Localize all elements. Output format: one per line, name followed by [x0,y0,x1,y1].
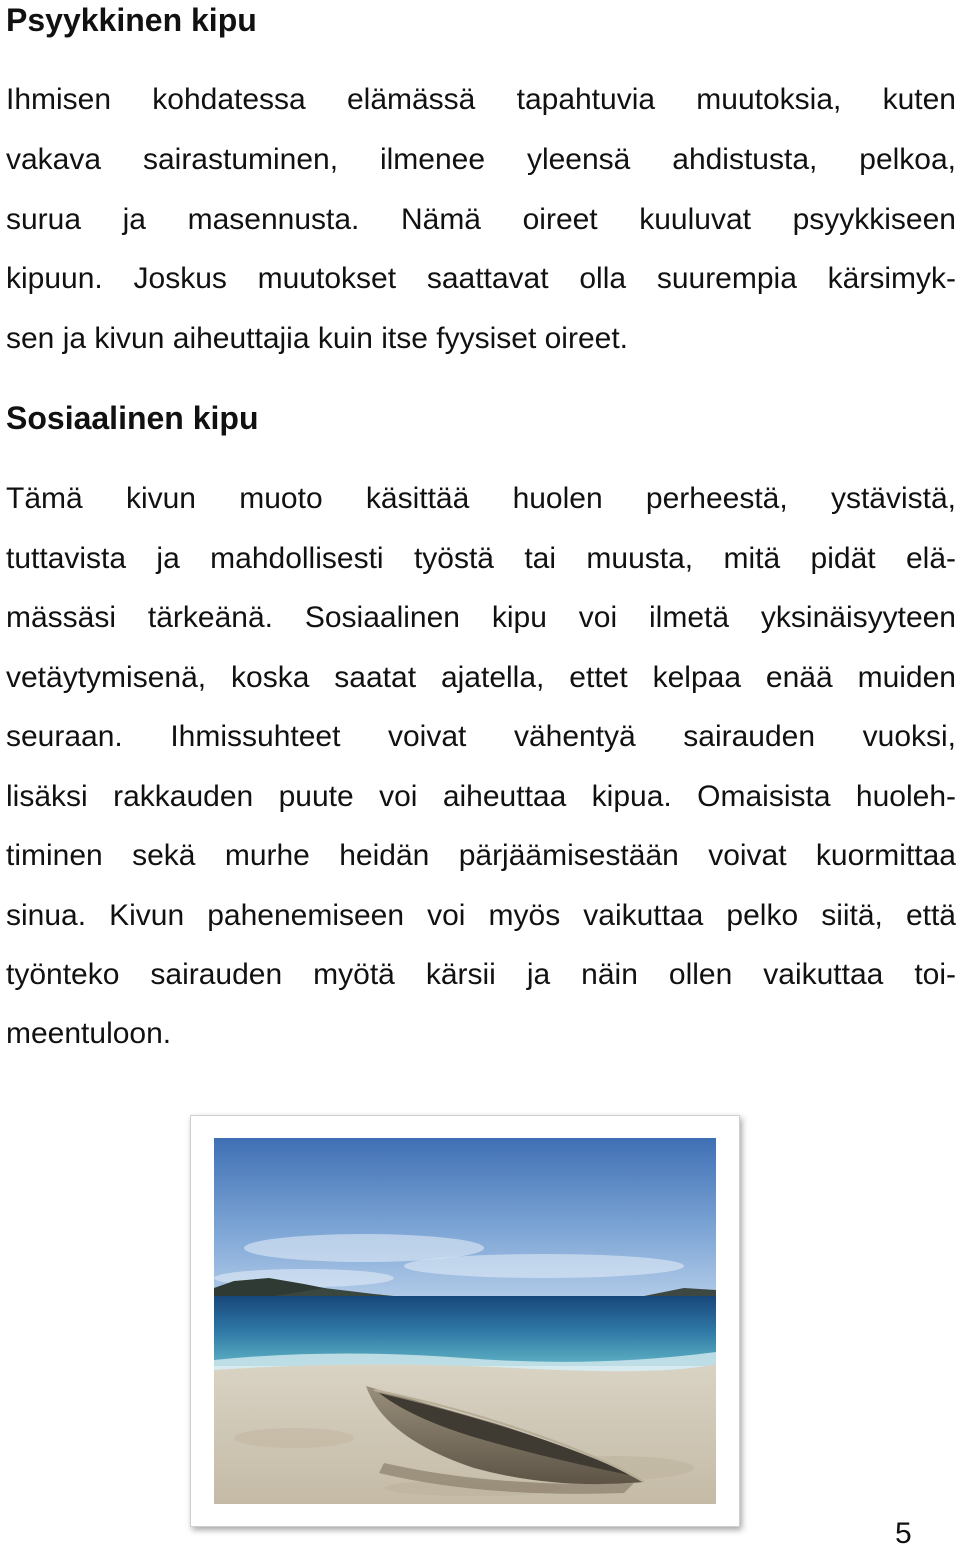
paragraph-line: surua ja masennusta. Nämä oireet kuuluvat psyykkiseen [6,203,956,236]
paragraph-line: tuttavista ja mahdollisesti työstä tai muusta, mitä pidät elä- [6,542,956,575]
paragraph-line: sinua. Kivun pahenemiseen voi myös vaikuttaa pelko siitä, että [6,899,956,932]
beach-photo [190,1115,740,1527]
paragraph-line: vakava sairastuminen, ilmenee yleensä ahdistusta, pelkoa, [6,143,956,176]
paragraph-line: lisäksi rakkauden puute voi aiheuttaa kipua. Omaisista huoleh- [6,780,956,813]
paragraph-line: sen ja kivun aiheuttajia kuin itse fyysiset oireet. [6,322,628,355]
section-heading-psychological-pain: Psyykkinen kipu [6,2,257,38]
paragraph-line: timinen sekä murhe heidän pärjäämisestään voivat kuormittaa [6,839,956,872]
page-number: 5 [895,1517,912,1550]
beach-boat-illustration [214,1138,716,1504]
paragraph-line: Ihmisen kohdatessa elämässä tapahtuvia muutoksia, kuten [6,83,956,116]
section-heading-social-pain: Sosiaalinen kipu [6,400,259,436]
paragraph-line: vetäytymisenä, koska saatat ajatella, ettet kelpaa enää muiden [6,661,956,694]
paragraph-line: meentuloon. [6,1017,172,1050]
paragraph-line: mässäsi tärkeänä. Sosiaalinen kipu voi ilmetä yksinäisyyteen [6,601,956,634]
paragraph-line: Tämä kivun muoto käsittää huolen perheestä, ystävistä, [6,482,956,515]
paragraph-line: kipuun. Joskus muutokset saattavat olla suurempia kärsimyk- [6,262,956,295]
paragraph-line: työnteko sairauden myötä kärsii ja näin ollen vaikuttaa toi- [6,958,956,991]
paragraph-line: seuraan. Ihmissuhteet voivat vähentyä sairauden vuoksi, [6,720,956,753]
